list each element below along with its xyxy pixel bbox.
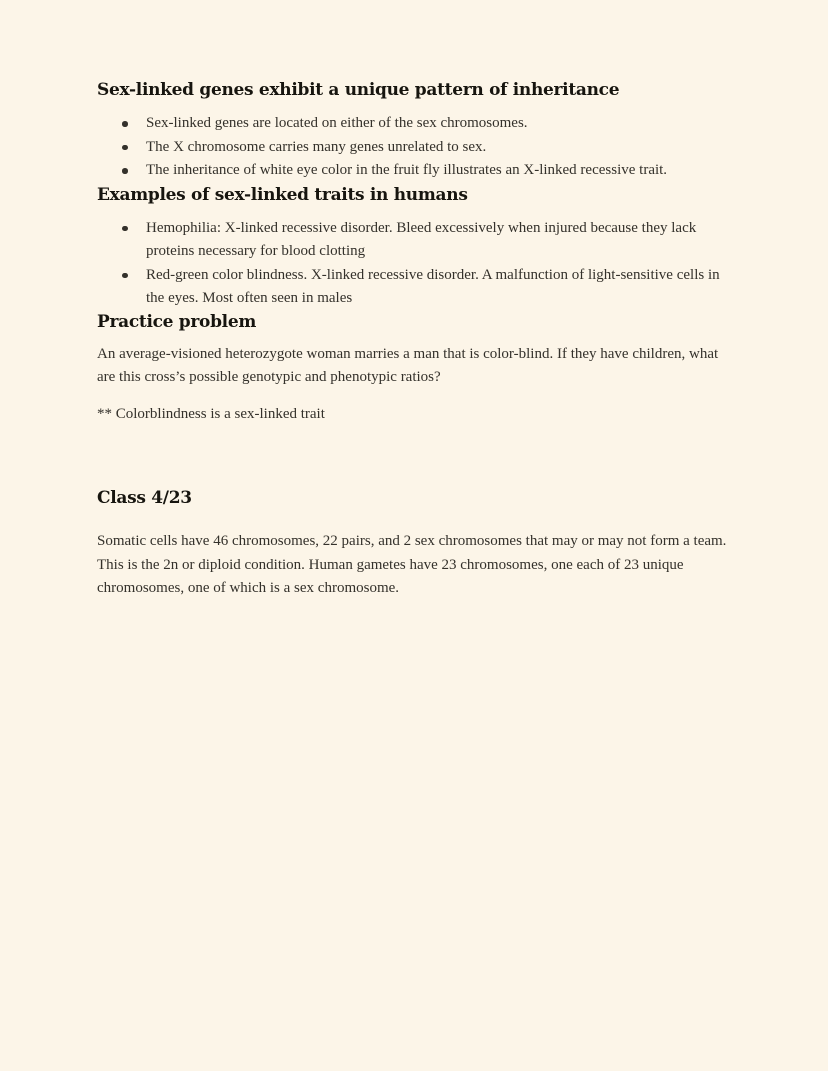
section-heading-class-4-23: Class 4/23 xyxy=(97,488,192,508)
list-item xyxy=(97,159,731,183)
paragraph-colorblindness-note: ** Colorblindness is a sex-linked trait xyxy=(97,405,325,422)
paragraph-somatic-cells: Somatic cells have 46 chromosomes, 22 pairs, and 2 sex chromosomes that may or may not form a team. This is the 2n or diploid condition. Human gametes have 23 chromosomes, one each of 23 unique chromosomes, one of which is a sex chromosome. xyxy=(97,533,727,596)
list-item xyxy=(97,136,731,160)
list-item-text: Red-green color blindness. X-linked recessive disorder. A malfunction of light-sensitive cells in the eyes. Most often seen in males xyxy=(146,266,720,306)
bullet-icon xyxy=(122,168,128,174)
bullet-icon xyxy=(122,145,128,151)
section-heading-sex-linked-genes: Sex-linked genes exhibit a unique pattern of inheritance xyxy=(97,80,620,100)
list-item xyxy=(97,217,731,264)
list-item-text: Sex-linked genes are located on either of the sex chromosomes. xyxy=(146,115,528,131)
bullet-icon xyxy=(122,273,128,279)
bullet-icon xyxy=(122,226,128,232)
list-item xyxy=(97,264,731,311)
list-item-text: Hemophilia: X-linked recessive disorder. Bleed excessively when injured because they lack proteins necessary for blood clotting xyxy=(146,219,697,259)
section-heading-practice-problem: Practice problem xyxy=(97,311,257,332)
list-item xyxy=(97,112,731,136)
section-heading-examples-in-humans: Examples of sex-linked traits in humans xyxy=(97,184,468,205)
bullet-list-examples-in-humans xyxy=(97,217,731,311)
bullet-list-sex-linked-genes xyxy=(97,112,731,183)
paragraph-practice-problem: An average-visioned heterozygote woman marries a man that is color-blind. If they have children, what are this cross’s possible genotypic and phenotypic ratios? xyxy=(97,345,719,385)
list-item-text: The inheritance of white eye color in the fruit fly illustrates an X-linked recessive trait. xyxy=(146,162,668,178)
bullet-icon xyxy=(122,121,128,127)
list-item-text: The X chromosome carries many genes unrelated to sex. xyxy=(146,138,487,155)
